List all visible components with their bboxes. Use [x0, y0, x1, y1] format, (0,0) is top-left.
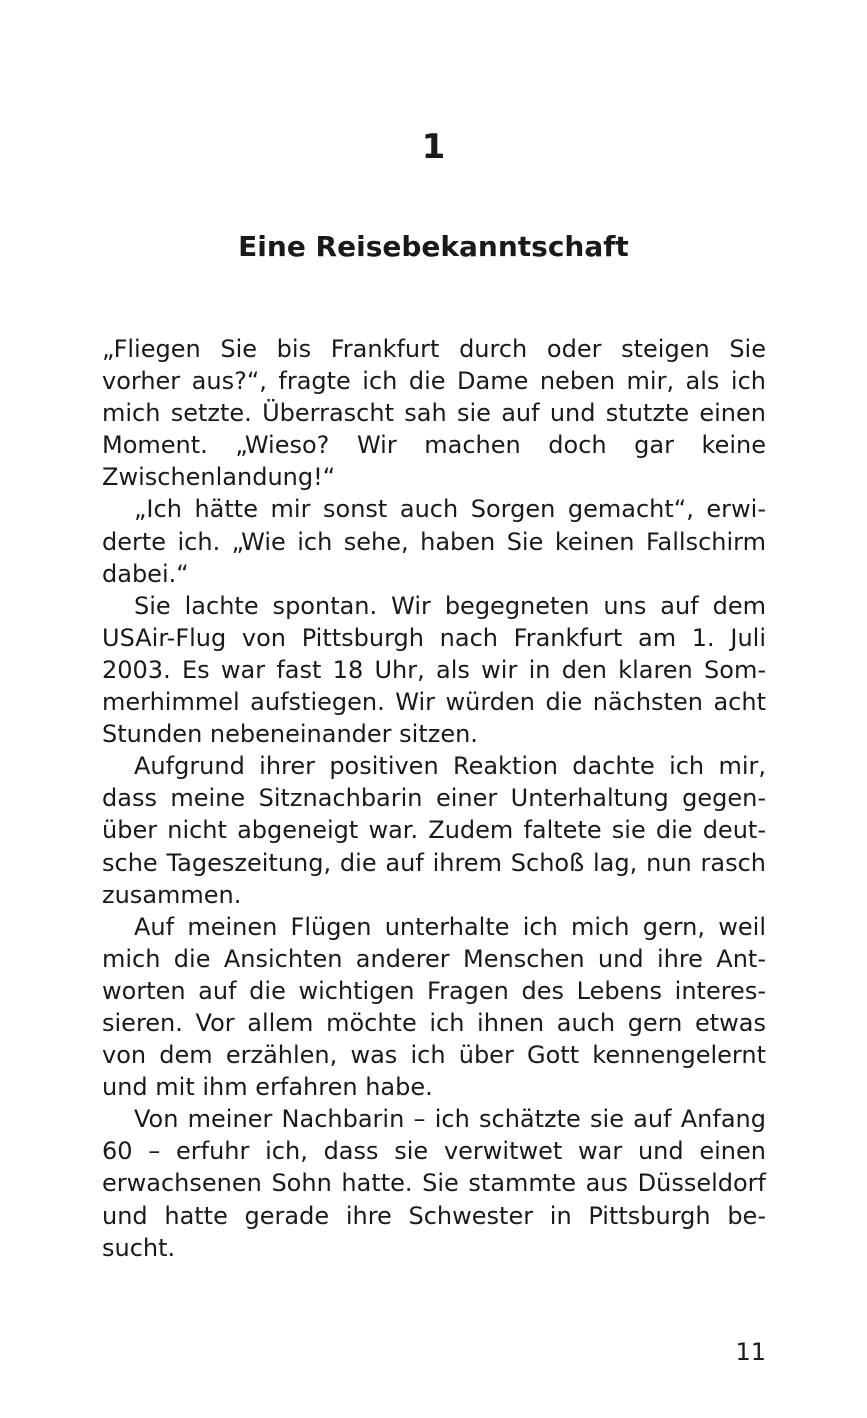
paragraph: „Ich hätte mir sonst auch Sorgen gemacht“, erwiderte ich. „Wie ich sehe, haben Sie keinen Fallschirm dabei.“ [102, 495, 766, 588]
paragraph: „Fliegen Sie bis Frankfurt durch oder steigen Sie vorher aus?“, fragte ich die Dame neben mir, als ich mich setzte. Überrascht sah sie auf und stutzte einen Moment. „Wieso? Wir machen doch gar keine Zwischenlandung!“ [102, 335, 766, 492]
body-text [102, 333, 766, 1264]
chapter-number: 1 [421, 127, 446, 167]
page-number: 11 [735, 1338, 766, 1366]
chapter-title: Eine Reisebekanntschaft [238, 230, 629, 263]
paragraph: Auf meinen Flügen unterhalte ich mich gern, weil mich die Ansichten anderer Menschen und ihre Antworten auf die wichtigen Fragen des Lebens interessieren. Vor allem möchte ich ihnen auch gern etwas von dem erzählen, was ich über Gott kennengelernt und mit ihm erfahren habe. [102, 912, 766, 1102]
paragraph: Von meiner Nachbarin – ich schätzte sie auf Anfang 60 – erfuhr ich, dass sie verwitwet war und einen erwachsenen Sohn hatte. Sie stammte aus Düsseldorf und hatte gerade ihre Schwester in Pittsburgh besucht. [102, 1105, 766, 1262]
paragraph: Sie lachte spontan. Wir begegneten uns auf dem USAir-Flug von Pittsburgh nach Frankfurt am 1. Juli 2003. Es war fast 18 Uhr, als wir in den klaren Sommerhimmel aufstiegen. Wir würden die nächsten acht Stunden nebeneinander sitzen. [102, 591, 766, 749]
paragraph: Aufgrund ihrer positiven Reaktion dachte ich mir, dass meine Sitznachbarin einer Unterhaltung gegenüber nicht abgeneigt war. Zudem faltete sie die deutsche Tageszeitung, die auf ihrem Schoß lag, nun rasch zusammen. [102, 752, 766, 909]
